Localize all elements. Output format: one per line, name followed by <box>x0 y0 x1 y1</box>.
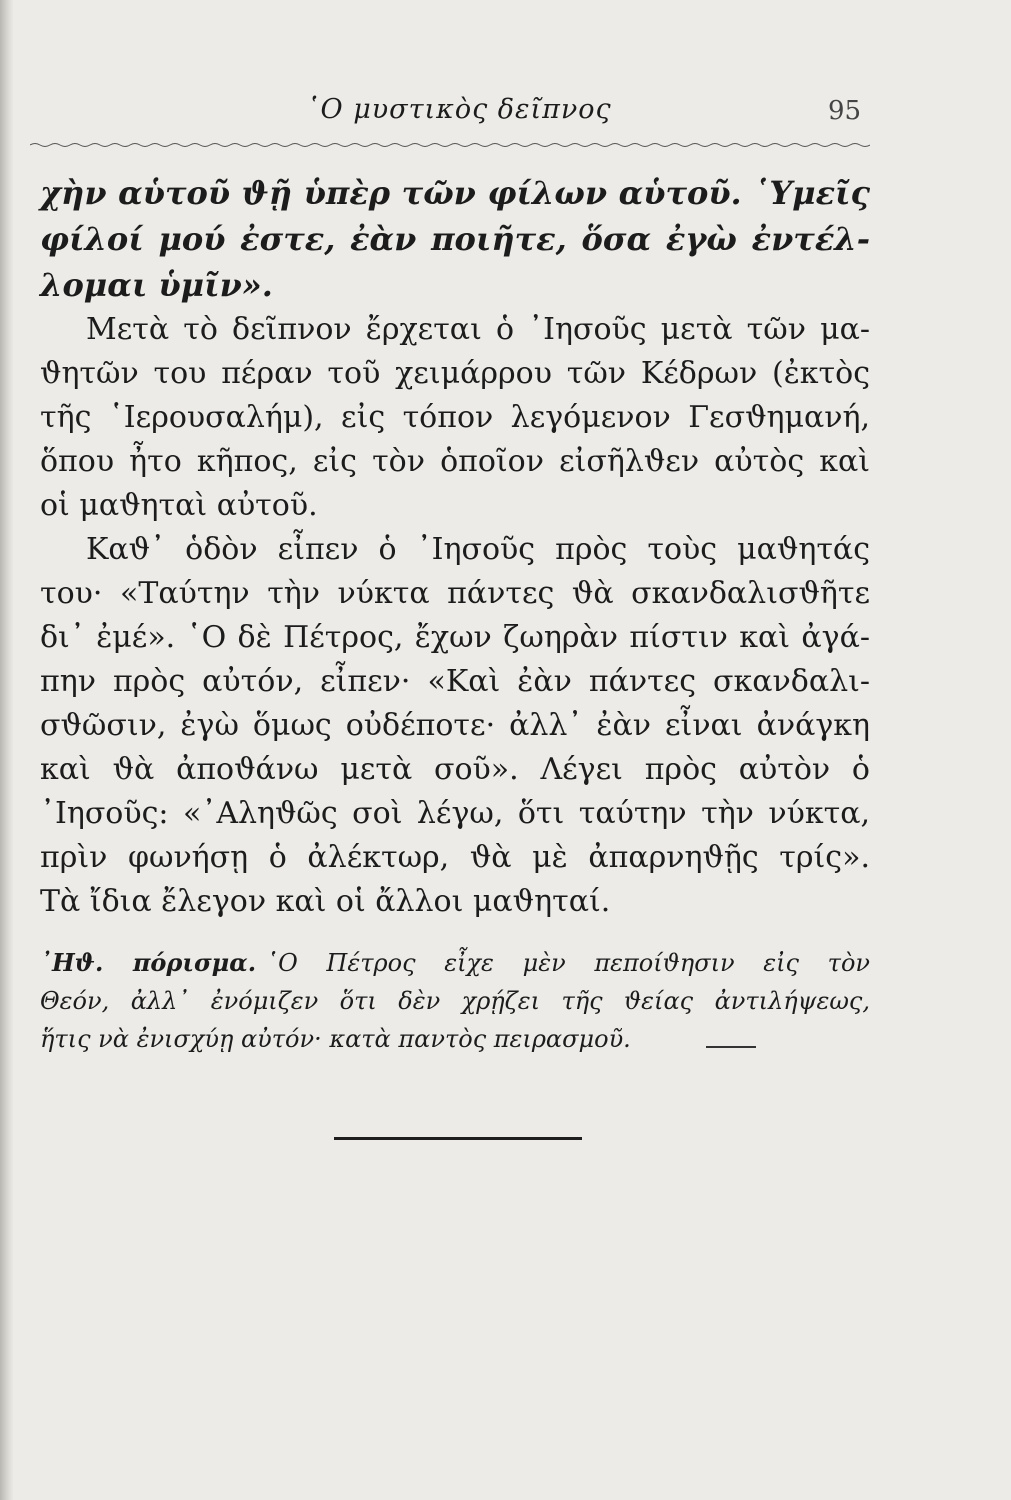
body-line: του· «Ταύτην τὴν νύκτα πάντες ϑὰ σκανδαλισϑῆτε <box>40 576 870 611</box>
page-spine-shadow <box>0 0 14 1500</box>
body-line: Καϑ᾿ ὁδὸν εἶπεν ὁ ᾿Ιησοῦς πρὸς τοὺς μαϑητάς <box>86 532 870 567</box>
note-line: Θεόν, ἀλλ᾿ ἐνόμιζεν ὅτι δὲν χρῄζει τῆς ϑείας ἀντιλήψεως, <box>40 987 870 1015</box>
note-label: ᾿Ηϑ. πόρισμα. <box>40 948 257 977</box>
note-end-dash <box>706 1046 756 1048</box>
body-line: σϑῶσιν, ἐγὼ ὅμως οὐδέποτε· ἀλλ᾿ ἐὰν εἶναι ἀνάγκη <box>40 708 870 743</box>
body-line: ᾿Ιησοῦς: «᾿Αληϑῶς σοὶ λέγω, ὅτι ταύτην τὴν νύκτα, <box>40 796 870 831</box>
page-header <box>0 86 1011 136</box>
body-line: χὴν αὑτοῦ ϑῇ ὑπὲρ τῶν φίλων αὑτοῦ. ῾Υμεῖς <box>40 174 870 212</box>
running-title: ῾Ο μυστικὸς δεῖπνος <box>306 94 612 125</box>
body-line: ὅπου ἦτο κῆπος, εἰς τὸν ὁποῖον εἰσῆλϑεν αὐτὸς καὶ <box>40 444 870 479</box>
body-line: Τὰ ἴδια ἔλεγον καὶ οἱ ἄλλοι μαϑηταί. <box>40 884 611 919</box>
body-line: δι᾿ ἐμέ». ῾Ο δὲ Πέτρος, ἔχων ζωηρὰν πίστιν καὶ ἀγά- <box>40 620 870 655</box>
body-line: φίλοί μού ἐστε, ἐὰν ποιῆτε, ὅσα ἐγὼ ἐντέλ- <box>40 220 870 258</box>
body-line: πην πρὸς αὐτόν, εἶπεν· «Καὶ ἐὰν πάντες σκανδαλι- <box>40 664 870 699</box>
body-line: λομαι ὑμῖν». <box>40 266 273 304</box>
body-text <box>40 170 870 924</box>
note-line <box>40 944 870 982</box>
body-line: ϑητῶν του πέραν τοῦ χειμάρρου τῶν Κέδρων (ἐκτὸς <box>40 356 870 391</box>
section-end-rule <box>334 1137 582 1140</box>
note-line: ἥτις νὰ ἐνισχύῃ αὐτόν· κατὰ παντὸς πειρασμοῦ. <box>40 1025 631 1053</box>
moral-lesson-note <box>40 944 870 1058</box>
body-line: Μετὰ τὸ δεῖπνον ἔρχεται ὁ ᾿Ιησοῦς μετὰ τῶν μα- <box>86 312 870 347</box>
header-wavy-rule <box>30 142 870 148</box>
body-line: τῆς ῾Ιερουσαλήμ), εἰς τόπον λεγόμενον Γεσϑημανή, <box>40 400 870 435</box>
body-line: πρὶν φωνήσῃ ὁ ἀλέκτωρ, ϑὰ μὲ ἀπαρνηϑῇς τρίς». <box>40 840 870 875</box>
page-number: 95 <box>828 96 862 126</box>
body-line: καὶ ϑὰ ἀποϑάνω μετὰ σοῦ». Λέγει πρὸς αὐτὸν ὁ <box>40 752 870 787</box>
note-text: ῾Ο Πέτρος εἶχε μὲν πεποίϑησιν εἰς τὸν <box>266 949 870 977</box>
body-line: οἱ μαϑηταὶ αὐτοῦ. <box>40 488 318 523</box>
